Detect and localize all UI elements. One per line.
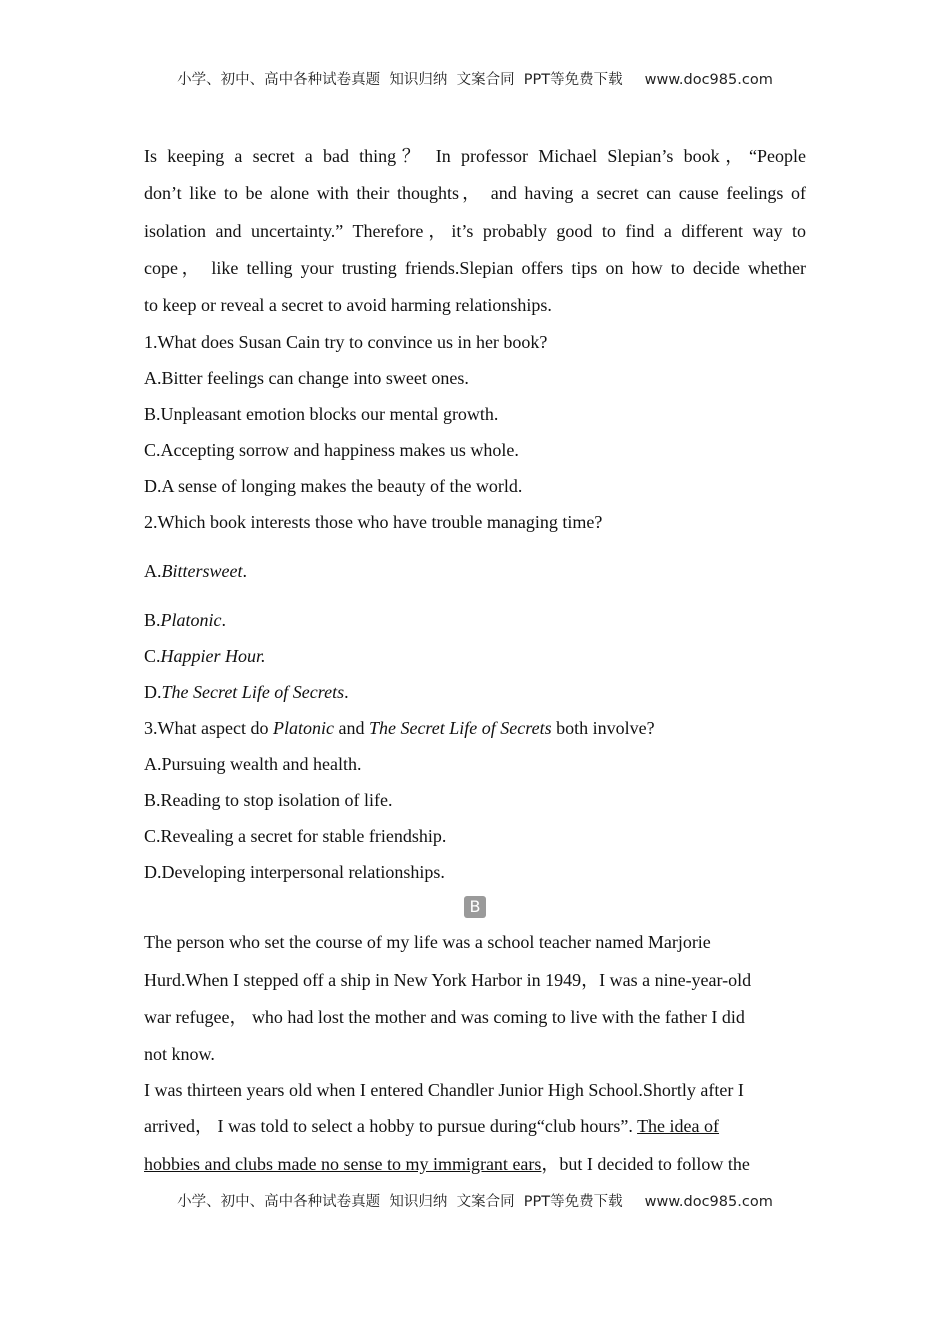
option-b: B.Reading to stop isolation of life.: [144, 790, 393, 811]
book-title: Platonic: [272, 718, 334, 739]
option-label: D.: [144, 682, 162, 703]
footer-text: 小学、初中、高中各种试卷真题 知识归纳 文案合同 PPT等免费下载: [177, 1194, 623, 1210]
book-title: The Secret Life of Secrets: [368, 718, 552, 739]
intro-line: isolation and uncertainty.” Therefore，it’s probably good to find a different way to: [144, 220, 806, 241]
option-d: D.Developing interpersonal relationships.: [144, 862, 445, 883]
question-2: [144, 504, 806, 710]
option-c: [144, 638, 806, 674]
option-a: A.Pursuing wealth and health.: [144, 754, 362, 775]
book-title: Bittersweet: [161, 561, 243, 582]
intro-line: cope， like telling your trusting friends.Slepian offers tips on how to decide whether: [144, 257, 806, 278]
passage-b: [144, 924, 806, 1182]
document-body: [144, 138, 806, 1183]
page-header: [0, 68, 950, 89]
option-a: A.Bitter feelings can change into sweet ones.: [144, 368, 469, 389]
underlined-phrase: The idea of: [637, 1116, 720, 1137]
question-3: [144, 710, 806, 890]
header-url[interactable]: www.doc985.com: [644, 72, 773, 88]
book-title: Platonic: [160, 610, 222, 631]
option-c: C.Accepting sorrow and happiness makes us whole.: [144, 440, 519, 461]
intro-line: to keep or reveal a secret to avoid harming relationships.: [144, 295, 552, 316]
stem-text: 3.What aspect do: [144, 718, 273, 739]
option-label: B.: [144, 610, 161, 631]
question-stem: [144, 710, 806, 746]
section-badge: B: [464, 896, 486, 918]
page-footer: [0, 1190, 950, 1211]
section-b-marker: [144, 890, 806, 924]
passage-text: ，but I decided to follow the: [541, 1153, 750, 1174]
option-punct: .: [344, 682, 349, 703]
question-stem: 2.Which book interests those who have trouble managing time?: [144, 512, 603, 533]
intro-line: don’t like to be alone with their thoughts， and having a secret can cause feelings of: [144, 183, 806, 204]
option-a: [144, 553, 806, 589]
passage-line: The person who set the course of my life was a school teacher named Marjorie: [144, 932, 711, 953]
option-b: B.Unpleasant emotion blocks our mental growth.: [144, 404, 499, 425]
footer-url[interactable]: www.doc985.com: [644, 1194, 773, 1210]
passage-line: Hurd.When I stepped off a ship in New York Harbor in 1949，I was a nine-year-old: [144, 969, 752, 990]
option-b: [144, 602, 806, 638]
option-d: [144, 674, 806, 710]
underlined-phrase: hobbies and clubs made no sense to my immigrant ears: [144, 1153, 542, 1174]
passage-line: [144, 1108, 806, 1145]
stem-text: both involve?: [551, 718, 655, 739]
header-text: 小学、初中、高中各种试卷真题 知识归纳 文案合同 PPT等免费下载: [177, 72, 623, 88]
book-title: The Secret Life of Secrets: [161, 682, 345, 703]
question-1: [144, 324, 806, 504]
option-c: C.Revealing a secret for stable friendship.: [144, 826, 447, 847]
option-punct: .: [221, 610, 227, 631]
intro-paragraph: [144, 138, 806, 324]
book-title: Happier Hour.: [160, 646, 266, 667]
passage-line: war refugee， who had lost the mother and was coming to live with the father I did: [144, 1007, 745, 1028]
question-stem: 1.What does Susan Cain try to convince us in her book?: [144, 332, 548, 353]
passage-line: [144, 1146, 806, 1183]
option-label: C.: [144, 646, 161, 667]
passage-line: not know.: [144, 1044, 215, 1065]
passage-line: I was thirteen years old when I entered Chandler Junior High School.Shortly after I: [144, 1080, 744, 1101]
passage-text: arrived， I was told to select a hobby to pursue during“club hours”.: [144, 1116, 638, 1137]
option-d: D.A sense of longing makes the beauty of the world.: [144, 476, 523, 497]
option-label: A.: [144, 561, 162, 582]
stem-text: and: [333, 718, 369, 739]
intro-line: Is keeping a secret a bad thing？ In professor Michael Slepian’s book，“People: [144, 146, 806, 166]
option-punct: .: [242, 561, 247, 582]
